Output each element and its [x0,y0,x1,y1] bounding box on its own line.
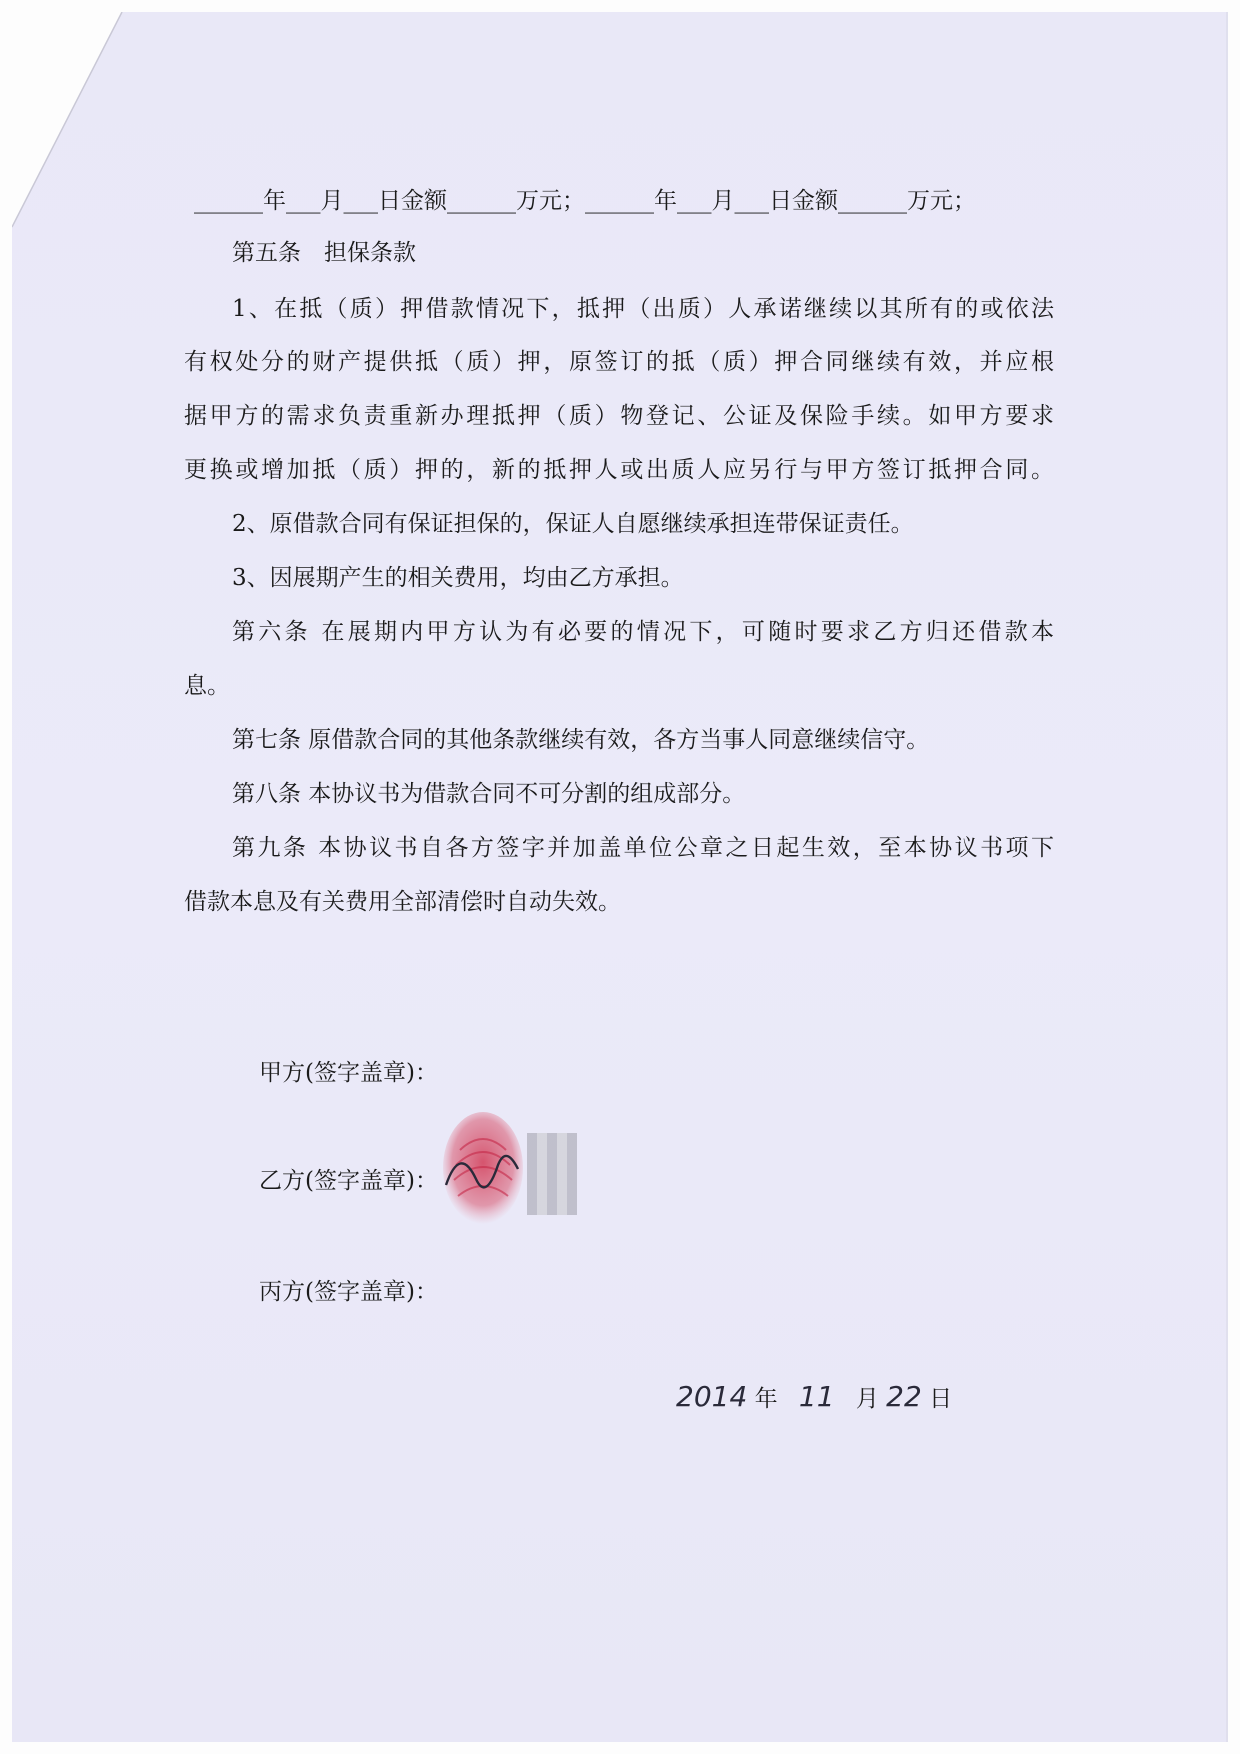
article5-p1-line4: 更换或增加抵（质）押的，新的抵押人或出质人应另行与甲方签订抵押合同。 [184,457,1054,483]
article9-line2: 借款本息及有关费用全部清偿时自动失效。 [184,889,621,915]
article5-p1-line2: 有权处分的财产提供抵（质）押，原签订的抵（质）押合同继续有效，并应根 [184,349,1054,375]
date-year-label: 年 [754,1386,778,1412]
date-month-handwritten: 11 [798,1380,835,1413]
article5-p1-line3: 据甲方的需求负责重新办理抵押（质）物登记、公证及保险手续。如甲方要求 [184,403,1054,429]
article8: 第八条 本协议书为借款合同不可分割的组成部分。 [232,781,746,807]
article5-p2: 2、原借款合同有保证担保的，保证人自愿继续承担连带保证责任。 [232,511,914,537]
date-month-label: 月 [855,1386,879,1412]
party-a-signature-label: 甲方(签字盖章)： [259,1060,438,1086]
signing-date [676,1380,952,1413]
article5-title: 第五条 担保条款 [232,240,416,266]
date-day-handwritten: 22 [886,1380,922,1413]
article6-line2: 息。 [184,673,230,699]
paper-sheet [12,12,1228,1742]
article5-p3: 3、因展期产生的相关费用，均由乙方承担。 [232,565,684,591]
article9-line1: 第九条 本协议书自各方签字并加盖单位公章之日起生效，至本协议书项下 [232,835,1054,861]
article7: 第七条 原借款合同的其他条款继续有效，各方当事人同意继续信守。 [232,727,930,753]
date-day-label: 日 [929,1386,953,1412]
redacted-signature-block [527,1133,577,1215]
date-year-handwritten: 2014 [676,1380,748,1413]
article5-p1-line1: 1、在抵（质）押借款情况下，抵押（出质）人承诺继续以其所有的或依法 [232,296,1054,322]
article6-line1: 第六条 在展期内甲方认为有必要的情况下，可随时要求乙方归还借款本 [232,619,1054,645]
party-c-signature-label: 丙方(签字盖章)： [259,1279,438,1305]
red-fingerprint-stamp [440,1110,526,1228]
party-b-signature-label: 乙方(签字盖章)： [259,1168,438,1194]
amount-schedule-line: ______年___月___日金额______万元；______年___月___日金额______万元； [194,188,976,214]
